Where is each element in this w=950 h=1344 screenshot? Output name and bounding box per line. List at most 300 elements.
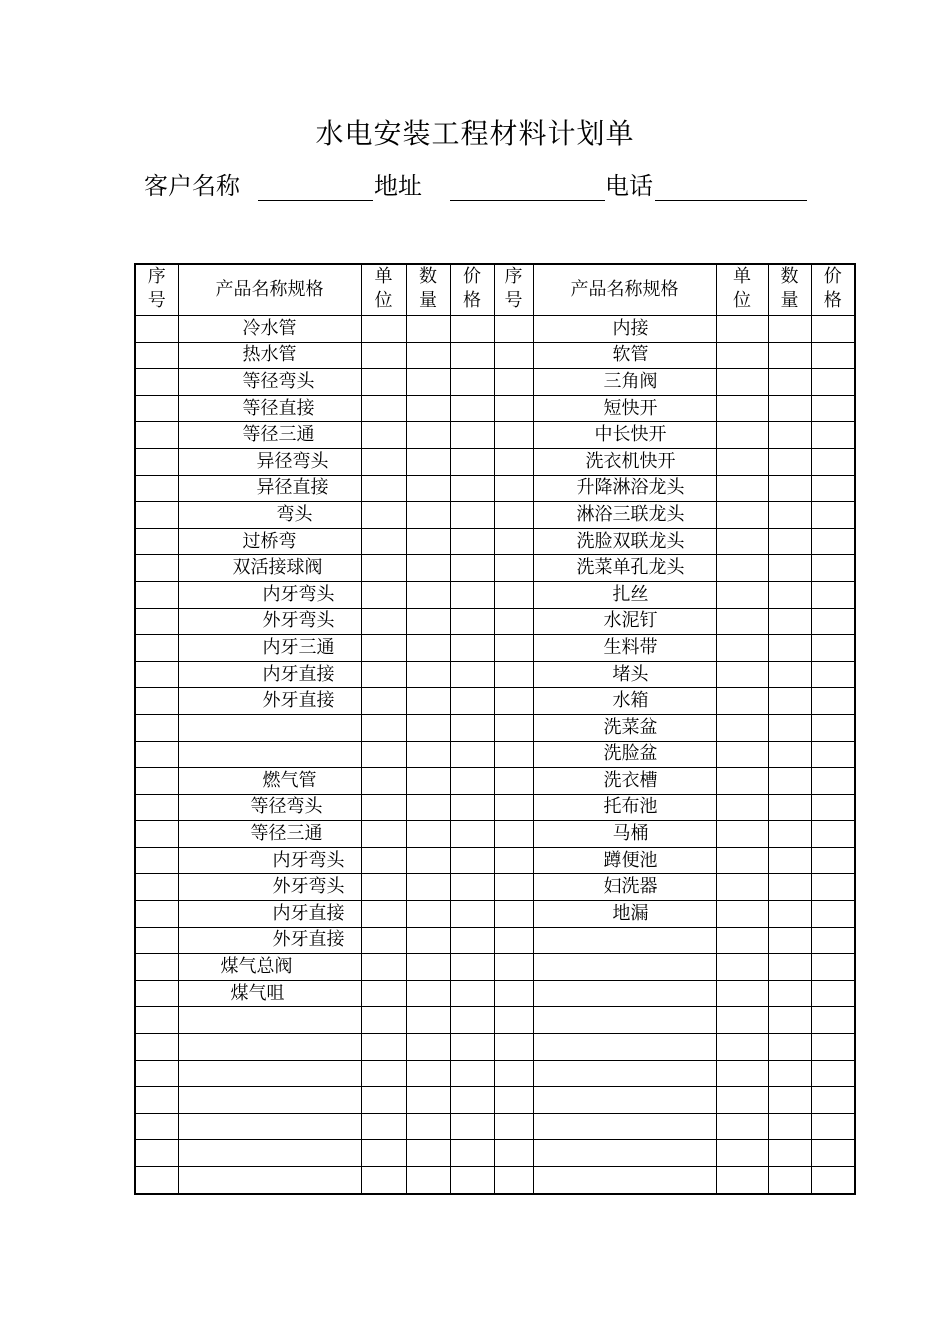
price-left-cell[interactable] [450,954,494,981]
price-right-cell[interactable] [811,794,855,821]
price-left-cell[interactable] [450,1060,494,1087]
price-right-cell[interactable] [811,635,855,662]
unit-right-cell[interactable] [716,714,768,741]
index-left-cell[interactable] [135,1087,178,1114]
unit-right-cell[interactable] [716,581,768,608]
qty-right-cell[interactable] [768,954,811,981]
index-right-cell[interactable] [494,741,533,768]
index-left-cell[interactable] [135,661,178,688]
qty-right-cell[interactable] [768,1007,811,1034]
index-right-cell[interactable] [494,475,533,502]
product-name-right: 水泥钉 [603,610,658,632]
unit-right-cell[interactable] [716,528,768,555]
qty-left-cell[interactable] [406,768,450,795]
qty-right-cell[interactable] [768,901,811,928]
price-left-cell[interactable] [450,661,494,688]
price-right-cell[interactable] [811,528,855,555]
product-right-cell [533,316,716,343]
qty-right-cell[interactable] [768,395,811,422]
price-left-cell[interactable] [450,927,494,954]
qty-left-cell[interactable] [406,608,450,635]
price-right-cell[interactable] [811,927,855,954]
qty-right-cell[interactable] [768,1034,811,1061]
index-right-cell[interactable] [494,448,533,475]
index-left-cell[interactable] [135,635,178,662]
price-left-cell[interactable] [450,1140,494,1167]
unit-right-cell[interactable] [716,874,768,901]
unit-left-cell[interactable] [361,395,406,422]
qty-right-cell[interactable] [768,448,811,475]
price-left-cell[interactable] [450,581,494,608]
unit-right-cell[interactable] [716,1167,768,1194]
unit-right-cell[interactable] [716,369,768,396]
qty-right-cell[interactable] [768,422,811,449]
qty-left-cell[interactable] [406,369,450,396]
product-left-cell [178,1007,361,1034]
unit-left-cell[interactable] [361,475,406,502]
unit-left-cell[interactable] [361,741,406,768]
header-unit-left: 单 位 [361,264,406,316]
unit-left-cell[interactable] [361,1113,406,1140]
index-right-cell[interactable] [494,1140,533,1167]
index-right-cell[interactable] [494,954,533,981]
unit-right-cell[interactable] [716,475,768,502]
qty-right-cell[interactable] [768,581,811,608]
unit-right-cell[interactable] [716,448,768,475]
index-left-cell[interactable] [135,714,178,741]
index-right-cell[interactable] [494,688,533,715]
index-left-cell[interactable] [135,528,178,555]
qty-left-cell[interactable] [406,980,450,1007]
qty-right-cell[interactable] [768,608,811,635]
price-right-cell[interactable] [811,901,855,928]
index-right-cell[interactable] [494,821,533,848]
index-right-cell[interactable] [494,927,533,954]
price-left-cell[interactable] [450,369,494,396]
price-right-cell[interactable] [811,1113,855,1140]
product-name-left: 内牙直接 [262,663,335,685]
qty-right-cell[interactable] [768,475,811,502]
index-left-cell[interactable] [135,316,178,343]
qty-right-cell[interactable] [768,874,811,901]
index-right-cell[interactable] [494,1060,533,1087]
qty-left-cell[interactable] [406,874,450,901]
product-right-cell [533,395,716,422]
index-left-cell[interactable] [135,1007,178,1034]
price-left-cell[interactable] [450,395,494,422]
qty-right-cell[interactable] [768,1060,811,1087]
unit-left-cell[interactable] [361,1140,406,1167]
qty-right-cell[interactable] [768,555,811,582]
price-right-cell[interactable] [811,1060,855,1087]
product-name-left: 等径三通 [242,424,315,446]
qty-right-cell[interactable] [768,1087,811,1114]
unit-right-cell[interactable] [716,688,768,715]
qty-left-cell[interactable] [406,448,450,475]
qty-left-cell[interactable] [406,1087,450,1114]
product-left-cell [178,316,361,343]
price-left-cell[interactable] [450,821,494,848]
index-right-cell[interactable] [494,874,533,901]
qty-left-cell[interactable] [406,1113,450,1140]
product-name-right: 中长快开 [594,424,667,446]
unit-right-cell[interactable] [716,555,768,582]
price-right-cell[interactable] [811,581,855,608]
price-left-cell[interactable] [450,1113,494,1140]
unit-right-cell[interactable] [716,661,768,688]
product-right-cell [533,1060,716,1087]
unit-right-cell[interactable] [716,741,768,768]
price-left-cell[interactable] [450,448,494,475]
unit-right-cell[interactable] [716,395,768,422]
qty-left-cell[interactable] [406,635,450,662]
product-name-left: 等径弯头 [242,370,315,392]
index-left-cell[interactable] [135,342,178,369]
qty-right-cell[interactable] [768,1113,811,1140]
index-right-cell[interactable] [494,316,533,343]
price-right-cell[interactable] [811,502,855,529]
unit-right-cell[interactable] [716,821,768,848]
unit-left-cell[interactable] [361,528,406,555]
qty-left-cell[interactable] [406,422,450,449]
index-left-cell[interactable] [135,821,178,848]
price-right-cell[interactable] [811,608,855,635]
index-right-cell[interactable] [494,528,533,555]
price-right-cell[interactable] [811,714,855,741]
unit-left-cell[interactable] [361,581,406,608]
index-left-cell[interactable] [135,794,178,821]
customer-name-field[interactable] [258,200,373,201]
price-left-cell[interactable] [450,528,494,555]
unit-left-cell[interactable] [361,1167,406,1194]
index-right-cell[interactable] [494,1007,533,1034]
index-left-cell[interactable] [135,1113,178,1140]
qty-left-cell[interactable] [406,528,450,555]
price-right-cell[interactable] [811,395,855,422]
qty-left-cell[interactable] [406,847,450,874]
qty-right-cell[interactable] [768,741,811,768]
index-left-cell[interactable] [135,980,178,1007]
unit-right-cell[interactable] [716,342,768,369]
unit-left-cell[interactable] [361,448,406,475]
qty-left-cell[interactable] [406,821,450,848]
index-left-cell[interactable] [135,954,178,981]
address-field[interactable] [450,200,605,201]
qty-left-cell[interactable] [406,342,450,369]
price-right-cell[interactable] [811,316,855,343]
qty-right-cell[interactable] [768,714,811,741]
qty-right-cell[interactable] [768,768,811,795]
qty-left-cell[interactable] [406,901,450,928]
price-left-cell[interactable] [450,714,494,741]
price-left-cell[interactable] [450,1087,494,1114]
price-left-cell[interactable] [450,768,494,795]
product-left-cell [178,1167,361,1194]
index-left-cell[interactable] [135,1034,178,1061]
index-right-cell[interactable] [494,768,533,795]
customer-info-row [0,166,950,206]
unit-left-cell[interactable] [361,422,406,449]
product-right-cell [533,475,716,502]
index-right-cell[interactable] [494,847,533,874]
product-left-cell [178,608,361,635]
unit-right-cell[interactable] [716,608,768,635]
price-right-cell[interactable] [811,821,855,848]
price-right-cell[interactable] [811,1140,855,1167]
header-product-right: 产品名称规格 [533,264,716,316]
price-right-cell[interactable] [811,555,855,582]
unit-left-cell[interactable] [361,794,406,821]
qty-left-cell[interactable] [406,555,450,582]
index-left-cell[interactable] [135,581,178,608]
index-right-cell[interactable] [494,980,533,1007]
qty-right-cell[interactable] [768,661,811,688]
product-name-left: 冷水管 [242,317,297,339]
product-name-left: 等径三通 [250,823,323,845]
qty-left-cell[interactable] [406,475,450,502]
qty-left-cell[interactable] [406,502,450,529]
unit-left-cell[interactable] [361,661,406,688]
product-left-cell [178,847,361,874]
unit-left-cell[interactable] [361,1034,406,1061]
index-left-cell[interactable] [135,927,178,954]
qty-left-cell[interactable] [406,1140,450,1167]
unit-left-cell[interactable] [361,316,406,343]
index-left-cell[interactable] [135,1140,178,1167]
unit-left-cell[interactable] [361,608,406,635]
qty-left-cell[interactable] [406,688,450,715]
index-left-cell[interactable] [135,901,178,928]
qty-right-cell[interactable] [768,1140,811,1167]
price-right-cell[interactable] [811,1087,855,1114]
index-left-cell[interactable] [135,502,178,529]
price-right-cell[interactable] [811,874,855,901]
qty-left-cell[interactable] [406,794,450,821]
index-left-cell[interactable] [135,1167,178,1194]
unit-right-cell[interactable] [716,954,768,981]
price-right-cell[interactable] [811,768,855,795]
unit-right-cell[interactable] [716,1140,768,1167]
product-right-cell [533,794,716,821]
qty-left-cell[interactable] [406,741,450,768]
table-row [135,448,855,475]
price-right-cell[interactable] [811,448,855,475]
product-right-cell [533,847,716,874]
qty-right-cell[interactable] [768,821,811,848]
qty-right-cell[interactable] [768,502,811,529]
unit-left-cell[interactable] [361,1087,406,1114]
qty-right-cell[interactable] [768,847,811,874]
price-left-cell[interactable] [450,342,494,369]
address-label: 地址 [374,172,422,200]
qty-left-cell[interactable] [406,395,450,422]
qty-right-cell[interactable] [768,369,811,396]
unit-right-cell[interactable] [716,1060,768,1087]
unit-right-cell[interactable] [716,1113,768,1140]
qty-right-cell[interactable] [768,980,811,1007]
unit-left-cell[interactable] [361,688,406,715]
unit-right-cell[interactable] [716,847,768,874]
qty-right-cell[interactable] [768,1167,811,1194]
table-row [135,395,855,422]
price-right-cell[interactable] [811,1007,855,1034]
qty-left-cell[interactable] [406,1034,450,1061]
index-right-cell[interactable] [494,901,533,928]
price-left-cell[interactable] [450,422,494,449]
unit-left-cell[interactable] [361,980,406,1007]
unit-left-cell[interactable] [361,555,406,582]
index-left-cell[interactable] [135,1060,178,1087]
unit-left-cell[interactable] [361,342,406,369]
index-left-cell[interactable] [135,688,178,715]
qty-right-cell[interactable] [768,635,811,662]
price-right-cell[interactable] [811,1034,855,1061]
index-right-cell[interactable] [494,555,533,582]
index-right-cell[interactable] [494,1087,533,1114]
unit-left-cell[interactable] [361,821,406,848]
unit-left-cell[interactable] [361,874,406,901]
price-left-cell[interactable] [450,316,494,343]
price-right-cell[interactable] [811,847,855,874]
index-right-cell[interactable] [494,342,533,369]
index-right-cell[interactable] [494,502,533,529]
index-left-cell[interactable] [135,369,178,396]
table-row [135,1007,855,1034]
index-right-cell[interactable] [494,1034,533,1061]
unit-left-cell[interactable] [361,954,406,981]
price-left-cell[interactable] [450,475,494,502]
price-right-cell[interactable] [811,369,855,396]
qty-right-cell[interactable] [768,688,811,715]
unit-right-cell[interactable] [716,901,768,928]
index-left-cell[interactable] [135,448,178,475]
price-left-cell[interactable] [450,635,494,662]
unit-right-cell[interactable] [716,502,768,529]
index-left-cell[interactable] [135,395,178,422]
qty-left-cell[interactable] [406,1007,450,1034]
price-left-cell[interactable] [450,555,494,582]
index-left-cell[interactable] [135,874,178,901]
unit-left-cell[interactable] [361,635,406,662]
unit-left-cell[interactable] [361,502,406,529]
index-left-cell[interactable] [135,475,178,502]
index-right-cell[interactable] [494,1113,533,1140]
unit-left-cell[interactable] [361,927,406,954]
index-left-cell[interactable] [135,608,178,635]
qty-left-cell[interactable] [406,927,450,954]
price-right-cell[interactable] [811,741,855,768]
page-title: 水电安装工程材料计划单 [315,117,635,150]
index-left-cell[interactable] [135,847,178,874]
unit-left-cell[interactable] [361,847,406,874]
product-right-cell [533,954,716,981]
price-left-cell[interactable] [450,741,494,768]
index-right-cell[interactable] [494,395,533,422]
qty-left-cell[interactable] [406,316,450,343]
table-row [135,635,855,662]
unit-left-cell[interactable] [361,1007,406,1034]
price-right-cell[interactable] [811,1167,855,1194]
product-left-cell [178,1113,361,1140]
unit-right-cell[interactable] [716,422,768,449]
index-right-cell[interactable] [494,608,533,635]
unit-left-cell[interactable] [361,1060,406,1087]
qty-right-cell[interactable] [768,316,811,343]
price-left-cell[interactable] [450,1034,494,1061]
index-right-cell[interactable] [494,661,533,688]
index-right-cell[interactable] [494,369,533,396]
qty-right-cell[interactable] [768,927,811,954]
price-right-cell[interactable] [811,954,855,981]
qty-left-cell[interactable] [406,1167,450,1194]
unit-right-cell[interactable] [716,980,768,1007]
index-left-cell[interactable] [135,422,178,449]
price-right-cell[interactable] [811,475,855,502]
index-right-cell[interactable] [494,714,533,741]
unit-left-cell[interactable] [361,901,406,928]
price-left-cell[interactable] [450,1007,494,1034]
qty-left-cell[interactable] [406,954,450,981]
qty-right-cell[interactable] [768,528,811,555]
price-right-cell[interactable] [811,342,855,369]
qty-left-cell[interactable] [406,714,450,741]
index-right-cell[interactable] [494,794,533,821]
index-right-cell[interactable] [494,422,533,449]
price-left-cell[interactable] [450,874,494,901]
unit-right-cell[interactable] [716,794,768,821]
index-left-cell[interactable] [135,555,178,582]
price-left-cell[interactable] [450,794,494,821]
index-left-cell[interactable] [135,741,178,768]
price-left-cell[interactable] [450,1167,494,1194]
price-left-cell[interactable] [450,901,494,928]
qty-left-cell[interactable] [406,581,450,608]
unit-left-cell[interactable] [361,369,406,396]
index-right-cell[interactable] [494,635,533,662]
qty-left-cell[interactable] [406,1060,450,1087]
unit-right-cell[interactable] [716,316,768,343]
index-right-cell[interactable] [494,581,533,608]
index-right-cell[interactable] [494,1167,533,1194]
price-left-cell[interactable] [450,608,494,635]
product-right-cell [533,661,716,688]
phone-field[interactable] [655,200,807,201]
price-right-cell[interactable] [811,661,855,688]
table-row [135,821,855,848]
unit-left-cell[interactable] [361,714,406,741]
price-left-cell[interactable] [450,502,494,529]
qty-right-cell[interactable] [768,342,811,369]
table-row [135,768,855,795]
unit-right-cell[interactable] [716,927,768,954]
unit-right-cell[interactable] [716,1087,768,1114]
price-right-cell[interactable] [811,980,855,1007]
product-right-cell [533,502,716,529]
unit-right-cell[interactable] [716,1007,768,1034]
qty-left-cell[interactable] [406,661,450,688]
unit-right-cell[interactable] [716,635,768,662]
price-left-cell[interactable] [450,847,494,874]
unit-right-cell[interactable] [716,1034,768,1061]
price-left-cell[interactable] [450,688,494,715]
price-right-cell[interactable] [811,422,855,449]
price-left-cell[interactable] [450,980,494,1007]
unit-left-cell[interactable] [361,768,406,795]
price-right-cell[interactable] [811,688,855,715]
index-left-cell[interactable] [135,768,178,795]
unit-right-cell[interactable] [716,768,768,795]
qty-right-cell[interactable] [768,794,811,821]
